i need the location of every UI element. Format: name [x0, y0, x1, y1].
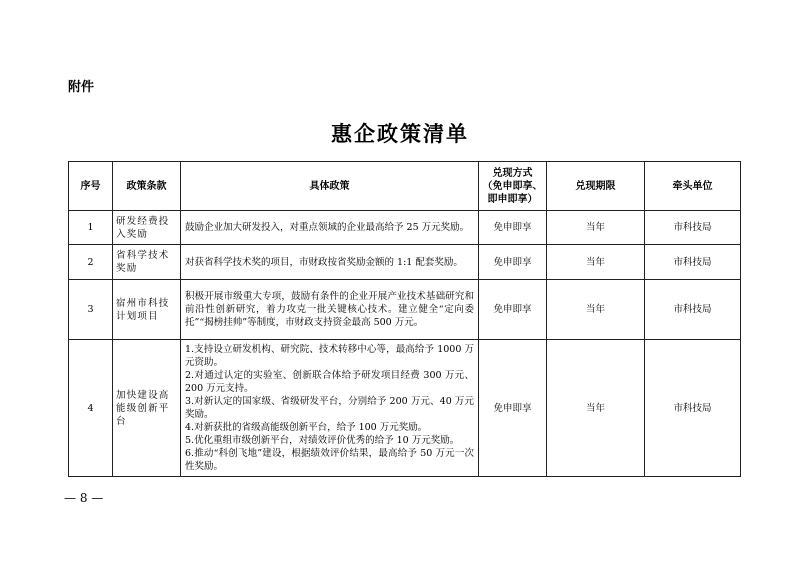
document-title: 惠企政策清单 — [331, 121, 469, 146]
policy-line: 3.对新认定的国家级、省级研发平台，分别给予 200 万元、40 万元奖励。 — [185, 396, 474, 420]
policy-line: 1.支持设立研发机构、研究院、技术转移中心等，最高给予 1000 万元资助。 — [185, 344, 474, 368]
redemption-method: 免申即享 — [479, 340, 547, 477]
lead-unit: 市科技局 — [645, 245, 741, 280]
policy-line: 积极开展市级重大专项，鼓励有条件的企业开展产业技术基础研究和前沿性创新研究，着力攻克一批关键核心技术。建立健全“定向委托”“揭榜挂帅”等制度，市财政支持资金最高 500 万元。 — [185, 291, 474, 328]
column-header-period: 兑现期限 — [547, 162, 645, 211]
redemption-method: 免申即享 — [479, 245, 547, 280]
row-number: 2 — [69, 245, 113, 280]
redemption-period: 当年 — [547, 340, 645, 477]
redemption-period: 当年 — [547, 211, 645, 245]
policy-detail — [181, 245, 479, 280]
row-number: 3 — [69, 280, 113, 340]
column-header-policy: 具体政策 — [181, 162, 479, 211]
table-header-row — [69, 162, 741, 211]
lead-unit: 市科技局 — [645, 211, 741, 245]
redemption-method: 免申即享 — [479, 280, 547, 340]
table-row — [69, 211, 741, 245]
method-header-line-1: 兑现方式 — [492, 167, 533, 179]
policy-clause: 研发经费投入奖励 — [113, 211, 181, 245]
redemption-period: 当年 — [547, 245, 645, 280]
table-row — [69, 280, 741, 340]
lead-unit: 市科技局 — [645, 280, 741, 340]
policy-line: 6.推动“科创飞地”建设，根据绩效评价结果，最高给予 50 万元一次性奖励。 — [185, 448, 474, 472]
policy-detail — [181, 340, 479, 477]
policy-line: 5.优化重组市级创新平台，对绩效评价优秀的给予 10 万元奖励。 — [185, 435, 460, 446]
row-number: 1 — [69, 211, 113, 245]
column-header-method — [479, 162, 547, 211]
method-header-line-3: 即申即享） — [487, 193, 538, 205]
table-row — [69, 245, 741, 280]
redemption-method: 免申即享 — [479, 211, 547, 245]
lead-unit: 市科技局 — [645, 340, 741, 477]
policy-line: 2.对通过认定的实验室、创新联合体给予研发项目经费 300 万元、200 万元支持。 — [185, 370, 474, 394]
policy-detail — [181, 280, 479, 340]
policy-clause: 宿州市科技计划项目 — [113, 280, 181, 340]
column-header-clause: 政策条款 — [113, 162, 181, 211]
policy-line: 对获省科学技术奖的项目，市财政按省奖励金额的 1:1 配套奖励。 — [185, 256, 463, 268]
column-header-unit: 牵头单位 — [645, 162, 741, 211]
row-number: 4 — [69, 340, 113, 477]
policy-clause: 省科学技术奖励 — [113, 245, 181, 280]
table-row — [69, 340, 741, 477]
attachment-label: 附件 — [68, 80, 95, 95]
method-header-line-2: （免申即享、 — [482, 180, 543, 192]
column-header-no: 序号 — [69, 162, 113, 211]
policy-line: 鼓励企业加大研发投入，对重点领域的企业最高给予 25 万元奖励。 — [185, 222, 470, 233]
policy-line: 4.对新获批的省级高能级创新平台，给予 100 万元奖励。 — [185, 422, 428, 433]
policy-table — [68, 161, 741, 477]
page-number: — 8 — — [64, 491, 104, 505]
redemption-period: 当年 — [547, 280, 645, 340]
policy-detail — [181, 211, 479, 245]
policy-clause: 加快建设高能级创新平台 — [113, 340, 181, 477]
